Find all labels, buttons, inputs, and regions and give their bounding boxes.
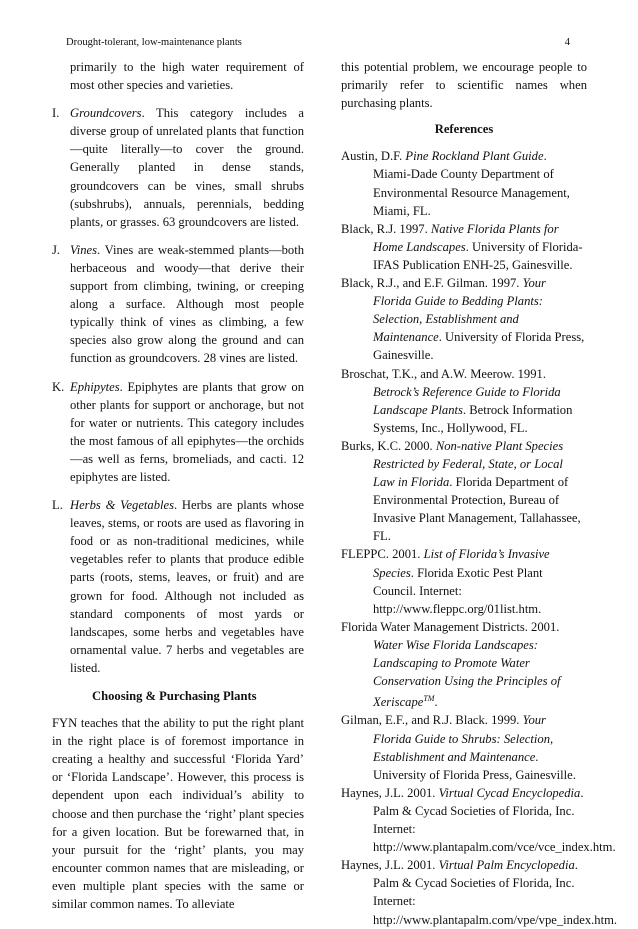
running-title: Drought-tolerant, low-maintenance plants xyxy=(66,37,242,48)
item-term: Ephipytes xyxy=(70,379,120,394)
reference-entry: Burks, K.C. 2000. Non-native Plant Species Restricted by Federal, State, or Local Law in Florida. Florida Department of Environmental Protection, Bureau of Invasive Plant Management, Tallahassee, FL. xyxy=(341,438,581,544)
list-item-vines xyxy=(52,241,304,368)
item-term: Herbs & Vegetables xyxy=(70,498,174,513)
item-text: . Epiphytes are plants that grow on other plants for support or anchorage, but not for water or nutrients. This category includes the most famous of all epiphytes—the orchids—as well as ferns, bromeliads, and cacti. 12 epiphytes are listed. xyxy=(70,379,304,484)
reference-entry: Florida Water Management Districts. 2001. Water Wise Florida Landscapes: Landscaping to Promote Water Conservation Using the Principles of Xeriscape™. xyxy=(341,619,561,710)
continued-paragraph: this potential problem, we encourage people to primarily refer to scientific names when purchasing plants. xyxy=(341,60,587,111)
reference-entry: Black, R.J. 1997. Native Florida Plants for Home Landscapes. University of Florida-IFAS Publication ENH-25, Gainesville. xyxy=(341,221,583,272)
item-term: Groundcovers xyxy=(70,106,142,121)
right-column xyxy=(341,58,618,929)
references-heading: References xyxy=(434,122,494,137)
list-item-groundcovers xyxy=(52,104,304,231)
item-letter: L. xyxy=(52,498,63,513)
reference-entry: Haynes, J.L. 2001. Virtual Cycad Encyclopedia. Palm & Cycad Societies of Florida, Inc. Internet: http://www.plantapalm.com/vce/vce_index.htm. xyxy=(341,785,616,855)
reference-entry: Broschat, T.K., and A.W. Meerow. 1991. Betrock’s Reference Guide to Florida Landscape Plants. Betrock Information Systems, Inc., Hollywood, FL. xyxy=(341,366,573,435)
reference-entry: FLEPPC. 2001. List of Florida’s Invasive Species. Florida Exotic Pest Plant Council. Internet: http://www.fleppc.org/01list.htm. xyxy=(341,547,550,616)
list-item-herbs-vegetables xyxy=(52,496,304,677)
reference-entry: Haynes, J.L. 2001. Virtual Palm Encyclopedia. Palm & Cycad Societies of Florida, Inc. Internet: http://www.plantapalm.com/vpe/vpe_index.htm. xyxy=(341,858,618,927)
left-column xyxy=(52,58,304,913)
list-item-epiphytes xyxy=(52,378,304,487)
reference-entry: Gilman, E.F., and R.J. Black. 1999. Your Florida Guide to Shrubs: Selection, Establishment and Maintenance. University of Florida Press, Gainesville. xyxy=(341,713,576,782)
item-text: . This category includes a diverse group of unrelated plants that function—quite literally—to cover the ground. Generally planted in dense stands, groundcovers can be vines, small shrubs (subshrubs), annuals, perennials, bedding plants, or grasses. 63 groundcovers are listed. xyxy=(70,106,304,229)
item-text: . Herbs are plants whose leaves, stems, or roots are used as flavoring in food or as non-traditional medicines, while vegetables refer to plants that produce edible parts (roots, stems, leaves, or fruit) and are grown for food. Although not included as standard components of most yards or landscapes, some herbs and vegetables have ornamental value. 7 herbs and vegetables are listed. xyxy=(70,498,304,675)
continued-paragraph: primarily to the high water requirement of most other species and varieties. xyxy=(70,60,304,93)
item-letter: J. xyxy=(52,242,61,257)
item-text: . Vines are weak-stemmed plants—both herbaceous and woody—that derive their support from climbing, twining, or creeping along a surface. Although most people typically think of vines as climbing, a few species also grow along the ground and can function as groundcovers. 28 vines are listed. xyxy=(70,242,304,366)
item-letter: I. xyxy=(52,106,60,121)
item-term: Vines xyxy=(70,242,98,257)
page-number: 4 xyxy=(564,37,570,48)
item-letter: K. xyxy=(52,379,65,394)
section-paragraph: FYN teaches that the ability to put the right plant in the right place is of foremost importance in creating a healthy and successful ‘Florida Yard’ or ‘Florida Landscape’. However, this process is dependent upon each individual’s ability to choose and then purchase the ‘right’ plant species for a given location. But be forewarned that, in your pursuit for the ‘right’ plants, you may encounter common names that are misleading, or even multiple plant species with the same or similar common names. To alleviate xyxy=(52,716,304,912)
reference-entry: Austin, D.F. Pine Rockland Plant Guide. Miami-Dade County Department of Environmental Resource Management, Miami, FL. xyxy=(341,149,570,218)
section-heading: Choosing & Purchasing Plants xyxy=(92,689,257,703)
reference-entry: Black, R.J., and E.F. Gilman. 1997. Your Florida Guide to Bedding Plants: Selection, Establishment and Maintenance. University of Florida Press, Gainesville. xyxy=(341,276,585,363)
